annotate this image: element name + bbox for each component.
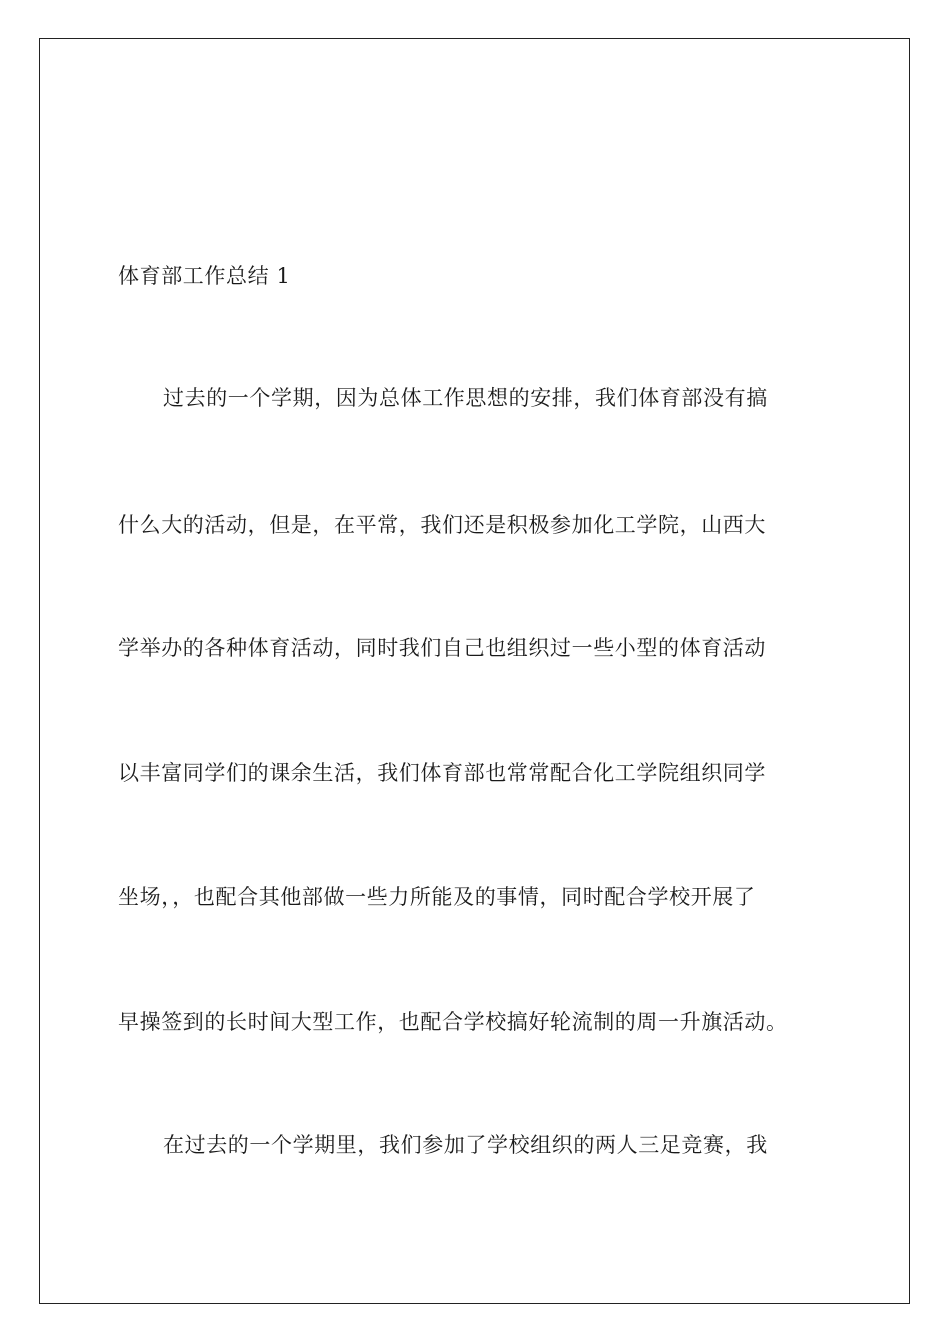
paragraph-1-line-2: 什么大的活动，但是，在平常，我们还是积极参加化工学院，山西大	[118, 513, 766, 537]
document-title: 体育部工作总结 1	[118, 264, 291, 288]
paragraph-1-line-3: 学举办的各种体育活动，同时我们自己也组织过一些小型的体育活动	[118, 636, 766, 660]
paragraph-1-line-1: 过去的一个学期，因为总体工作思想的安排，我们体育部没有搞	[163, 386, 768, 410]
page-border	[39, 38, 910, 1304]
paragraph-1-line-5: 坐场，，也配合其他部做一些力所能及的事情，同时配合学校开展了	[118, 885, 756, 909]
paragraph-2-line-1: 在过去的一个学期里，我们参加了学校组织的两人三足竞赛，我	[163, 1133, 768, 1157]
paragraph-1-line-4: 以丰富同学们的课余生活，我们体育部也常常配合化工学院组织同学	[118, 761, 766, 785]
paragraph-1-line-6: 早操签到的长时间大型工作，也配合学校搞好轮流制的周一升旗活动。	[118, 1010, 788, 1034]
